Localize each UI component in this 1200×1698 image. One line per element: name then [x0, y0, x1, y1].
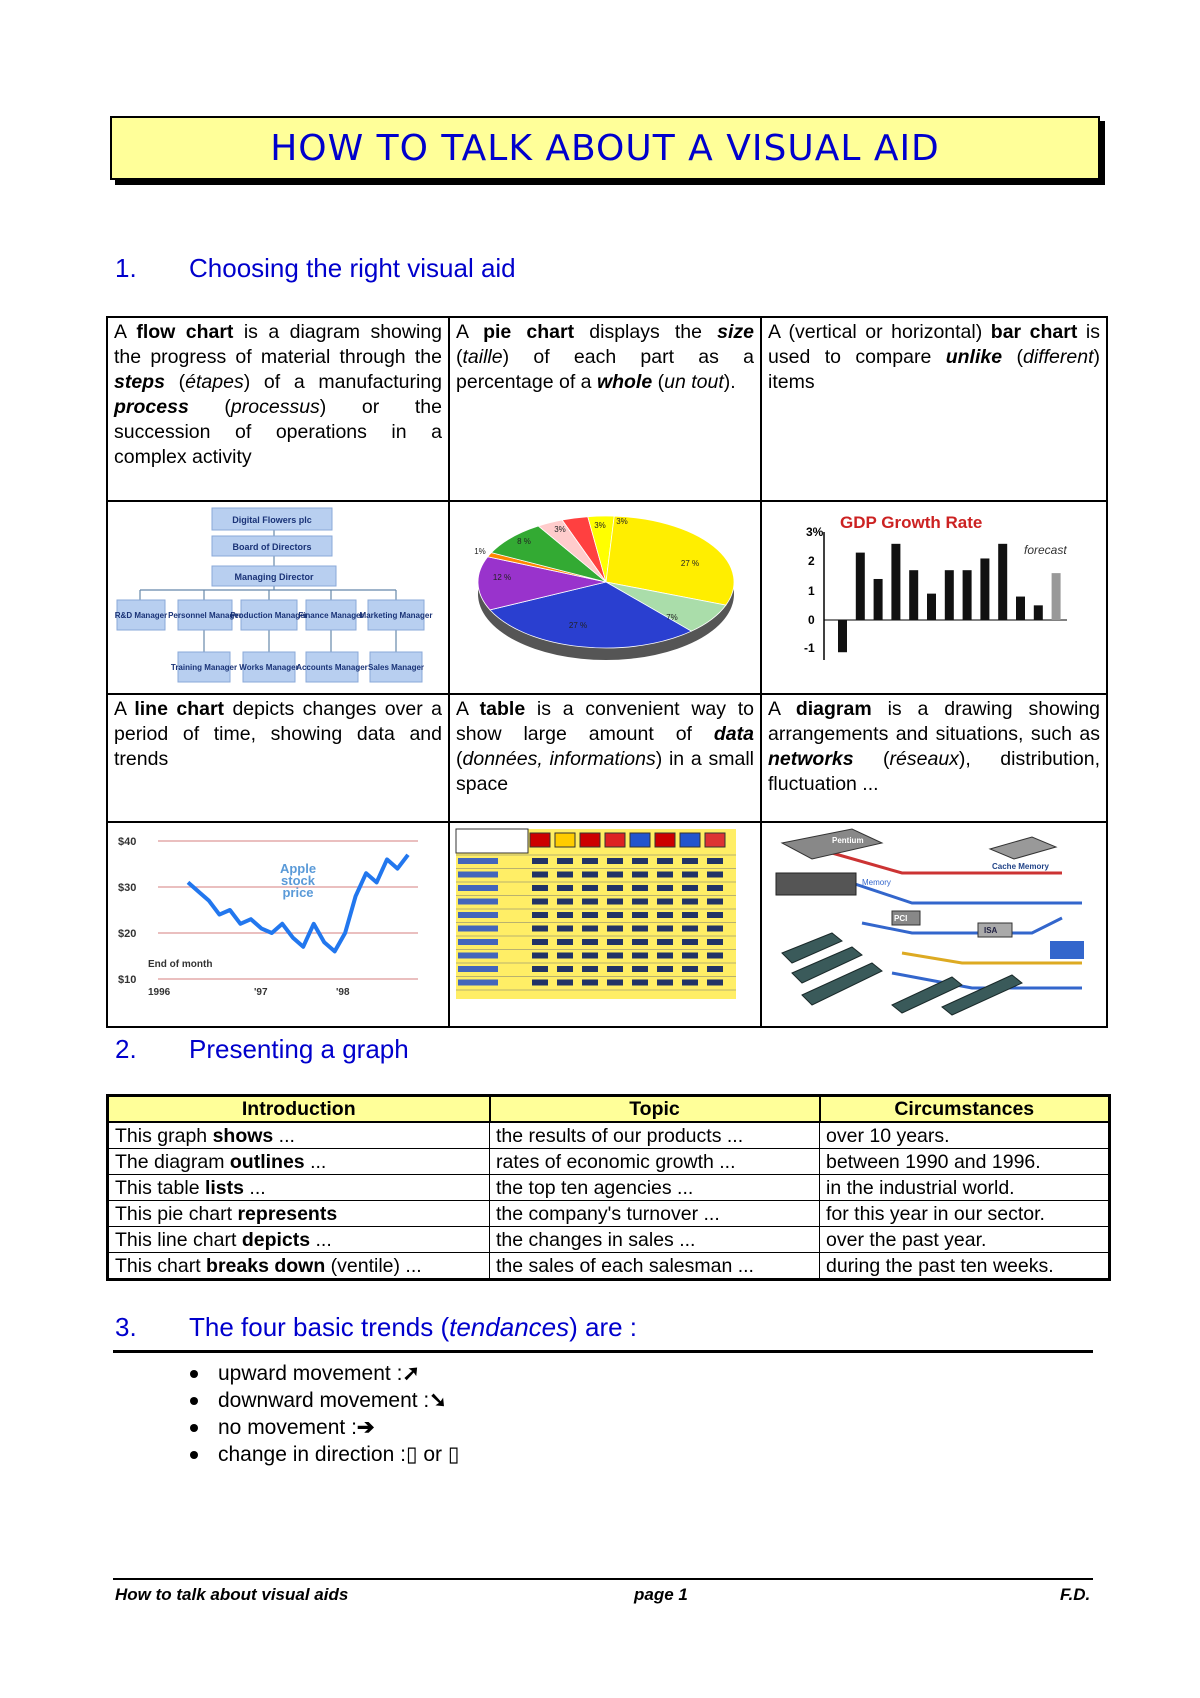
line-ytick-10: $10	[118, 974, 137, 986]
pie-label-4: 27 %	[568, 621, 588, 630]
section-title: The four basic trends (tendances) are :	[189, 1312, 638, 1342]
table-cell-mark	[682, 899, 698, 905]
footer-rule	[113, 1578, 1093, 1580]
bullet-icon	[190, 1370, 198, 1378]
table-cell-mark	[682, 885, 698, 891]
table-row-label-mark	[458, 980, 498, 986]
bar-tick-1: 1	[808, 584, 815, 598]
org-label-board: Board of Directors	[232, 542, 312, 552]
header-circumstances: Circumstances	[820, 1096, 1110, 1123]
table-cell-mark	[607, 939, 623, 945]
table-row-label-mark	[458, 885, 498, 891]
table-cell-mark	[557, 926, 573, 932]
table-cell-mark	[582, 939, 598, 945]
org-label-rd: R&D Manager	[114, 611, 168, 620]
table-cell-mark	[557, 899, 573, 905]
diagram-image	[761, 822, 1107, 1027]
bullet-icon	[190, 1451, 198, 1459]
pie-label-8: 3%	[554, 525, 566, 534]
table-cell-mark	[607, 912, 623, 918]
bar-chart-annotation: forecast	[1024, 543, 1067, 557]
line-ytick-30: $30	[118, 882, 137, 894]
data-table-corner	[456, 829, 528, 853]
bar-chart-description: A (vertical or horizontal) bar chart is used to compare unlike (different) items	[761, 317, 1107, 501]
table-cell-mark	[582, 966, 598, 972]
table-cell-mark	[532, 926, 548, 932]
bus-line-blue-3	[892, 973, 1082, 988]
flag-icon	[655, 833, 675, 847]
bar	[927, 594, 936, 620]
direction-change-icon: ▯ or ▯	[405, 1443, 460, 1466]
table-cell-mark	[632, 966, 648, 972]
list-item: no movement : ➔	[190, 1414, 459, 1441]
table-cell-mark	[557, 858, 573, 864]
table-cell-mark	[557, 872, 573, 878]
table-cell-mark	[557, 939, 573, 945]
topic-cell: the results of our products ...	[490, 1122, 820, 1149]
bar	[856, 553, 865, 620]
table-cell-mark	[532, 953, 548, 959]
bar	[980, 558, 989, 620]
table-cell-mark	[707, 858, 723, 864]
table-cell-mark	[707, 885, 723, 891]
intro-cell: This table lists ...	[108, 1175, 490, 1201]
table-cell-mark	[632, 980, 648, 986]
footer-right: F.D.	[1060, 1585, 1091, 1604]
table-cell-mark	[532, 980, 548, 986]
section-number: 2.	[115, 1034, 137, 1064]
table-cell-mark	[582, 953, 598, 959]
flow-chart-image	[107, 501, 449, 694]
table-cell-mark	[607, 980, 623, 986]
bar	[909, 570, 918, 620]
table-cell-mark	[532, 899, 548, 905]
bar-tick-0: 0	[808, 613, 815, 627]
table-cell-mark	[707, 939, 723, 945]
table-row-label-mark	[458, 872, 498, 878]
org-label-sales: Sales Manager	[367, 663, 425, 672]
line-end-label: End of month	[148, 959, 213, 970]
table-row	[108, 1253, 1110, 1280]
table-cell-mark	[682, 858, 698, 864]
footer-page: page 1	[634, 1585, 688, 1604]
bar	[838, 620, 847, 652]
pie-chart-description: A pie chart displays the size (taille) of each part as a percentage of a whole (un tout).	[449, 317, 761, 501]
table-cell-mark	[582, 912, 598, 918]
label-pentium: Pentium	[832, 836, 864, 845]
table-row	[108, 1149, 1110, 1175]
table-cell-mark	[532, 939, 548, 945]
pie-label-1: 3%	[616, 517, 628, 526]
org-label-production: Production Manager	[230, 611, 308, 620]
section-1-heading	[115, 253, 516, 284]
topic-cell: the changes in sales ...	[490, 1227, 820, 1253]
bar	[1034, 605, 1043, 620]
flag-icon	[555, 833, 575, 847]
pie-label-7: 8 %	[517, 537, 531, 546]
table-cell-mark	[582, 872, 598, 878]
line-chart-image	[107, 822, 449, 1027]
intro-cell: This chart breaks down (ventile) ...	[108, 1253, 490, 1280]
table-cell-mark	[707, 926, 723, 932]
table-cell-mark	[557, 885, 573, 891]
org-label-personnel: Personnel Manager	[168, 611, 242, 620]
section-number: 3.	[115, 1312, 137, 1342]
table-cell-mark	[657, 872, 673, 878]
visual-aid-grid	[106, 316, 1108, 1028]
table-cell-mark	[557, 980, 573, 986]
org-chart-svg	[108, 502, 450, 686]
table-cell-mark	[582, 885, 598, 891]
line-annotation	[280, 861, 316, 900]
title-box	[110, 116, 1100, 180]
table-cell-mark	[607, 966, 623, 972]
table-row-label-mark	[458, 912, 498, 918]
line-annotation-word: price	[282, 885, 314, 900]
bar	[1052, 573, 1061, 620]
label-pci: PCI	[894, 914, 908, 923]
circumstances-cell: in the industrial world.	[820, 1175, 1110, 1201]
bar	[963, 570, 972, 620]
table-cell-mark	[532, 912, 548, 918]
section-3-heading	[115, 1312, 637, 1343]
flow-chart-description: A flow chart is a diagram showing the progress of material through the steps (étapes) of a manufacturing process (processus) or the succession of operations in a complex activity	[107, 317, 449, 501]
line-xtick-97: '97	[254, 987, 268, 998]
line-ytick-40: $40	[118, 836, 137, 848]
table-cell-mark	[657, 939, 673, 945]
org-label-marketing: Marketing Manager	[359, 611, 433, 620]
intro-cell: This graph shows ...	[108, 1122, 490, 1149]
table-cell-mark	[682, 912, 698, 918]
table-cell-mark	[632, 912, 648, 918]
org-label-works: Works Manager	[239, 663, 299, 672]
org-label-accounts: Accounts Manager	[296, 663, 368, 672]
bar	[1016, 597, 1025, 620]
table-cell-mark	[682, 939, 698, 945]
topic-cell: the sales of each salesman ...	[490, 1253, 820, 1280]
table-cell-mark	[607, 899, 623, 905]
pie-label-5: 12 %	[492, 573, 512, 582]
section-title: Choosing the right visual aid	[189, 253, 516, 283]
network-diagram-svg	[762, 823, 1108, 1019]
flag-icon	[605, 833, 625, 847]
circumstances-cell: for this year in our sector.	[820, 1201, 1110, 1227]
bullet-icon	[190, 1424, 198, 1432]
section-2-heading	[115, 1034, 409, 1065]
table-cell-mark	[607, 953, 623, 959]
table-row-label-mark	[458, 858, 498, 864]
cache-chip	[990, 837, 1056, 859]
table-cell-mark	[707, 899, 723, 905]
data-table-svg	[450, 823, 762, 1019]
table-cell-mark	[632, 872, 648, 878]
pie-label-0: 3%	[594, 521, 606, 530]
flag-icon	[530, 833, 550, 847]
table-row	[108, 1122, 1110, 1149]
label-memory: Memory	[862, 878, 891, 887]
bar	[874, 579, 883, 620]
topic-cell: the top ten agencies ...	[490, 1175, 820, 1201]
table-cell-mark	[707, 872, 723, 878]
table-cell-mark	[632, 885, 648, 891]
table-cell-mark	[607, 926, 623, 932]
table-cell-mark	[557, 912, 573, 918]
table-cell-mark	[632, 953, 648, 959]
table-cell-mark	[657, 980, 673, 986]
table-cell-mark	[532, 872, 548, 878]
table-cell-mark	[707, 953, 723, 959]
circumstances-cell: between 1990 and 1996.	[820, 1149, 1110, 1175]
line-chart-description: A line chart depicts changes over a period of time, showing data and trends	[107, 694, 449, 822]
table-row	[108, 1175, 1110, 1201]
pie-label-2: 27 %	[680, 559, 700, 568]
pie-chart-svg	[450, 502, 762, 686]
circumstances-cell: over 10 years.	[820, 1122, 1110, 1149]
line-xtick-1996: 1996	[148, 987, 171, 998]
org-label-training: Training Manager	[170, 663, 238, 672]
section-title: Presenting a graph	[189, 1034, 409, 1064]
section-3-rule	[113, 1350, 1093, 1353]
table-cell-mark	[532, 858, 548, 864]
pie-label-6: 1%	[474, 547, 486, 556]
table-row	[108, 1201, 1110, 1227]
table-cell-mark	[582, 858, 598, 864]
table-description: A table is a convenient way to show large amount of data (données, informations) in a small space	[449, 694, 761, 822]
table-cell-mark	[607, 872, 623, 878]
line-xtick-98: '98	[336, 987, 350, 998]
line-annotation-word: Apple	[279, 861, 317, 876]
table-cell-mark	[557, 966, 573, 972]
table-cell-mark	[682, 872, 698, 878]
arrow-right-icon: ➔	[356, 1416, 375, 1439]
bullet-icon	[190, 1397, 198, 1405]
pie-chart-image	[449, 501, 761, 694]
table-cell-mark	[632, 858, 648, 864]
topic-cell: the company's turnover ...	[490, 1201, 820, 1227]
table-cell-mark	[607, 885, 623, 891]
bar-chart-image	[761, 501, 1107, 694]
flag-icon	[705, 833, 725, 847]
flag-icon	[630, 833, 650, 847]
line-chart-svg	[108, 823, 450, 1019]
table-row	[108, 1227, 1110, 1253]
header-introduction: Introduction	[108, 1096, 490, 1123]
bar	[945, 570, 954, 620]
table-cell-mark	[707, 966, 723, 972]
presentation-table	[106, 1094, 1111, 1281]
intro-cell: This line chart depicts ...	[108, 1227, 490, 1253]
bar-chart-title: GDP Growth Rate	[840, 513, 983, 532]
label-cache-memory: Cache Memory	[992, 862, 1049, 871]
bar-tick-3: 3%	[806, 525, 824, 539]
table-cell-mark	[682, 980, 698, 986]
trend-list	[190, 1360, 459, 1468]
label-isa: ISA	[984, 926, 998, 935]
table-cell-mark	[707, 980, 723, 986]
table-cell-mark	[607, 858, 623, 864]
table-image	[449, 822, 761, 1027]
arrow-up-right-icon: ➚	[402, 1362, 421, 1385]
page-title: HOW TO TALK ABOUT A VISUAL AID	[270, 127, 940, 169]
table-cell-mark	[657, 899, 673, 905]
flag-icon	[680, 833, 700, 847]
table-row-label-mark	[458, 939, 498, 945]
org-label-finance: Finance Manager	[298, 611, 364, 620]
bar-chart-svg	[762, 502, 1108, 686]
table-row-label-mark	[458, 953, 498, 959]
flag-icon	[580, 833, 600, 847]
org-label-company: Digital Flowers plc	[232, 515, 312, 525]
topic-cell: rates of economic growth ...	[490, 1149, 820, 1175]
table-cell-mark	[657, 912, 673, 918]
table-cell-mark	[582, 926, 598, 932]
table-cell-mark	[657, 926, 673, 932]
table-cell-mark	[582, 980, 598, 986]
list-item: change in direction : ▯ or ▯	[190, 1441, 459, 1468]
table-row-label-mark	[458, 966, 498, 972]
table-cell-mark	[532, 885, 548, 891]
line-ytick-20: $20	[118, 928, 137, 940]
table-cell-mark	[632, 926, 648, 932]
table-cell-mark	[582, 899, 598, 905]
circumstances-cell: during the past ten weeks.	[820, 1253, 1110, 1280]
arrow-down-right-icon: ➘	[429, 1389, 447, 1412]
io-box	[1050, 941, 1084, 959]
diagram-description: A diagram is a drawing showing arrangements and situations, such as networks (réseaux), distribution, fluctuation ...	[761, 694, 1107, 822]
table-cell-mark	[682, 953, 698, 959]
table-cell-mark	[657, 858, 673, 864]
bar-tick-neg1: -1	[804, 641, 815, 655]
table-cell-mark	[707, 912, 723, 918]
section-number: 1.	[115, 253, 137, 283]
circumstances-cell: over the past year.	[820, 1227, 1110, 1253]
list-item: upward movement : ➚	[190, 1360, 459, 1387]
table-cell-mark	[532, 966, 548, 972]
table-cell-mark	[557, 953, 573, 959]
footer-left: How to talk about visual aids	[115, 1585, 349, 1604]
header-topic: Topic	[490, 1096, 820, 1123]
intro-cell: The diagram outlines ...	[108, 1149, 490, 1175]
table-cell-mark	[657, 953, 673, 959]
bar	[891, 544, 900, 620]
org-label-md: Managing Director	[234, 572, 314, 582]
table-row-label-mark	[458, 899, 498, 905]
table-cell-mark	[657, 966, 673, 972]
table-row-label-mark	[458, 926, 498, 932]
table-cell-mark	[682, 966, 698, 972]
list-item: downward movement : ➘	[190, 1387, 459, 1414]
bar-tick-2: 2	[808, 554, 815, 568]
line-annotation-word: stock	[281, 873, 315, 888]
bar	[998, 544, 1007, 620]
memory-module	[776, 873, 856, 895]
table-cell-mark	[682, 926, 698, 932]
table-cell-mark	[632, 939, 648, 945]
intro-cell: This pie chart represents	[108, 1201, 490, 1227]
table-cell-mark	[632, 899, 648, 905]
pie-label-3: 7%	[666, 613, 678, 622]
table-cell-mark	[657, 885, 673, 891]
